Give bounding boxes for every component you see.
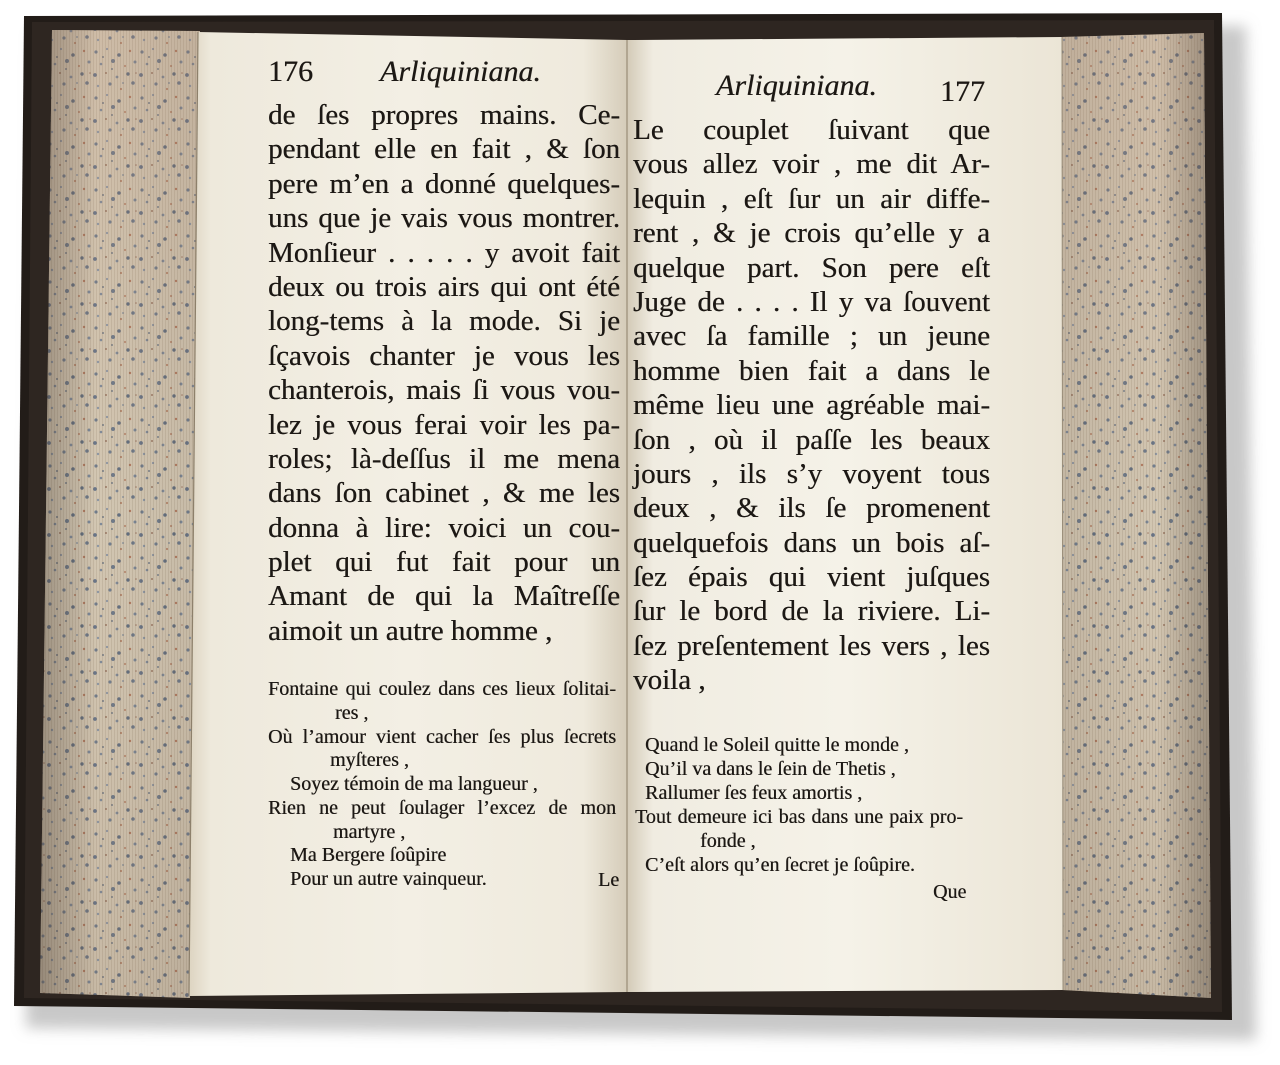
prose-line: Le couplet ſuivant que <box>633 114 990 146</box>
verse-line: Rien ne peut ſoulager l’excez de mon <box>268 796 616 819</box>
prose-line: ſçavois chanter je vous les <box>268 339 620 372</box>
prose-line: vous allez voir , me dit Ar- <box>633 148 990 181</box>
prose-line: aimoit un autre homme , <box>268 614 553 647</box>
verse-line: Tout demeure ici bas dans une paix pro- <box>635 806 963 828</box>
prose-line: rent , & je crois qu’elle y a <box>633 217 990 250</box>
prose-line: lequin , eſt ſur un air diffe- <box>633 182 990 215</box>
prose-line: homme bien fait a dans le <box>633 354 990 387</box>
prose-line: avec ſa famille ; un jeune <box>633 320 990 353</box>
prose-line: ſur le bord de la riviere. Li- <box>633 595 990 628</box>
prose-line: lez je vous ferai voir les pa- <box>268 408 620 441</box>
right-verse-block <box>635 733 975 877</box>
verse-line: martyre , <box>333 820 406 843</box>
right-catchword: Que <box>933 881 967 903</box>
prose-line: deux ou trois airs qui ont été <box>268 270 620 303</box>
right-prose-block <box>633 113 990 698</box>
verse-line: Qu’il va dans le ſein de Thetis , <box>645 758 896 780</box>
left-page-number: 176 <box>268 55 313 88</box>
prose-line: long-tems à la mode. Si je <box>268 305 620 338</box>
left-prose-block <box>268 98 620 648</box>
prose-line: pere m’en a donné quelques- <box>268 167 620 200</box>
prose-line: quelque part. Son pere eſt <box>633 251 990 284</box>
prose-line: pendant elle en fait , & ſon <box>268 133 620 166</box>
prose-line: chanterois, mais ſi vous vou- <box>268 374 620 407</box>
verse-line: fonde , <box>700 830 756 852</box>
left-running-head: Arliquiniana. <box>380 55 541 88</box>
right-page-number: 177 <box>940 75 985 108</box>
verse-line: Ma Bergere ſoûpire <box>290 844 447 867</box>
prose-line: quelquefois dans un bois aſ- <box>633 526 990 559</box>
verse-line: Pour un autre vainqueur. <box>290 868 487 890</box>
right-page-edges-shade <box>1061 33 1211 998</box>
prose-line: roles; là-deſſus il me mena <box>268 442 620 475</box>
prose-line: ſez épais qui vient juſques <box>633 561 990 594</box>
prose-line: deux , & ils ſe promenent <box>633 492 990 525</box>
left-page-edges-shade <box>40 30 200 998</box>
prose-line: uns que je vais vous montrer. <box>268 202 620 235</box>
prose-line: dans ſon cabinet , & me les <box>268 477 620 510</box>
verse-line: Fontaine qui coulez dans ces lieux ſolitai- <box>268 678 616 700</box>
prose-line: donna à lire: voici un cou- <box>268 511 620 544</box>
verse-line: Quand le Soleil quitte le monde , <box>645 734 909 756</box>
prose-line: ſon , où il paſſe les beaux <box>633 423 990 456</box>
verse-line: myſteres , <box>330 749 409 772</box>
left-verse-block <box>268 678 616 892</box>
left-catchword: Le <box>598 869 620 891</box>
verse-line: C’eſt alors qu’en ſecret je ſoûpire. <box>645 854 915 876</box>
prose-line: de ſes propres mains. Ce- <box>268 99 620 131</box>
prose-line: plet qui fut fait pour un <box>268 546 620 579</box>
verse-line: Où l’amour vient cacher ſes plus ſecrets <box>268 725 616 748</box>
prose-line: même lieu une agréable mai- <box>633 389 990 422</box>
verse-line: res , <box>335 701 369 724</box>
right-running-head: Arliquiniana. <box>716 69 877 102</box>
verse-line: Soyez témoin de ma langueur , <box>290 773 538 795</box>
prose-line: Monſieur . . . . . y avoit fait <box>268 236 620 269</box>
prose-line: voila , <box>633 664 706 697</box>
prose-line: ſez preſentement les vers , les <box>633 629 990 662</box>
prose-line: Juge de . . . . Il y va ſouvent <box>633 285 990 318</box>
prose-line: Amant de qui la Maîtreſſe <box>268 580 620 613</box>
verse-line: Rallumer ſes feux amortis , <box>645 782 863 804</box>
prose-line: jours , ils s’y voyent tous <box>633 457 990 490</box>
